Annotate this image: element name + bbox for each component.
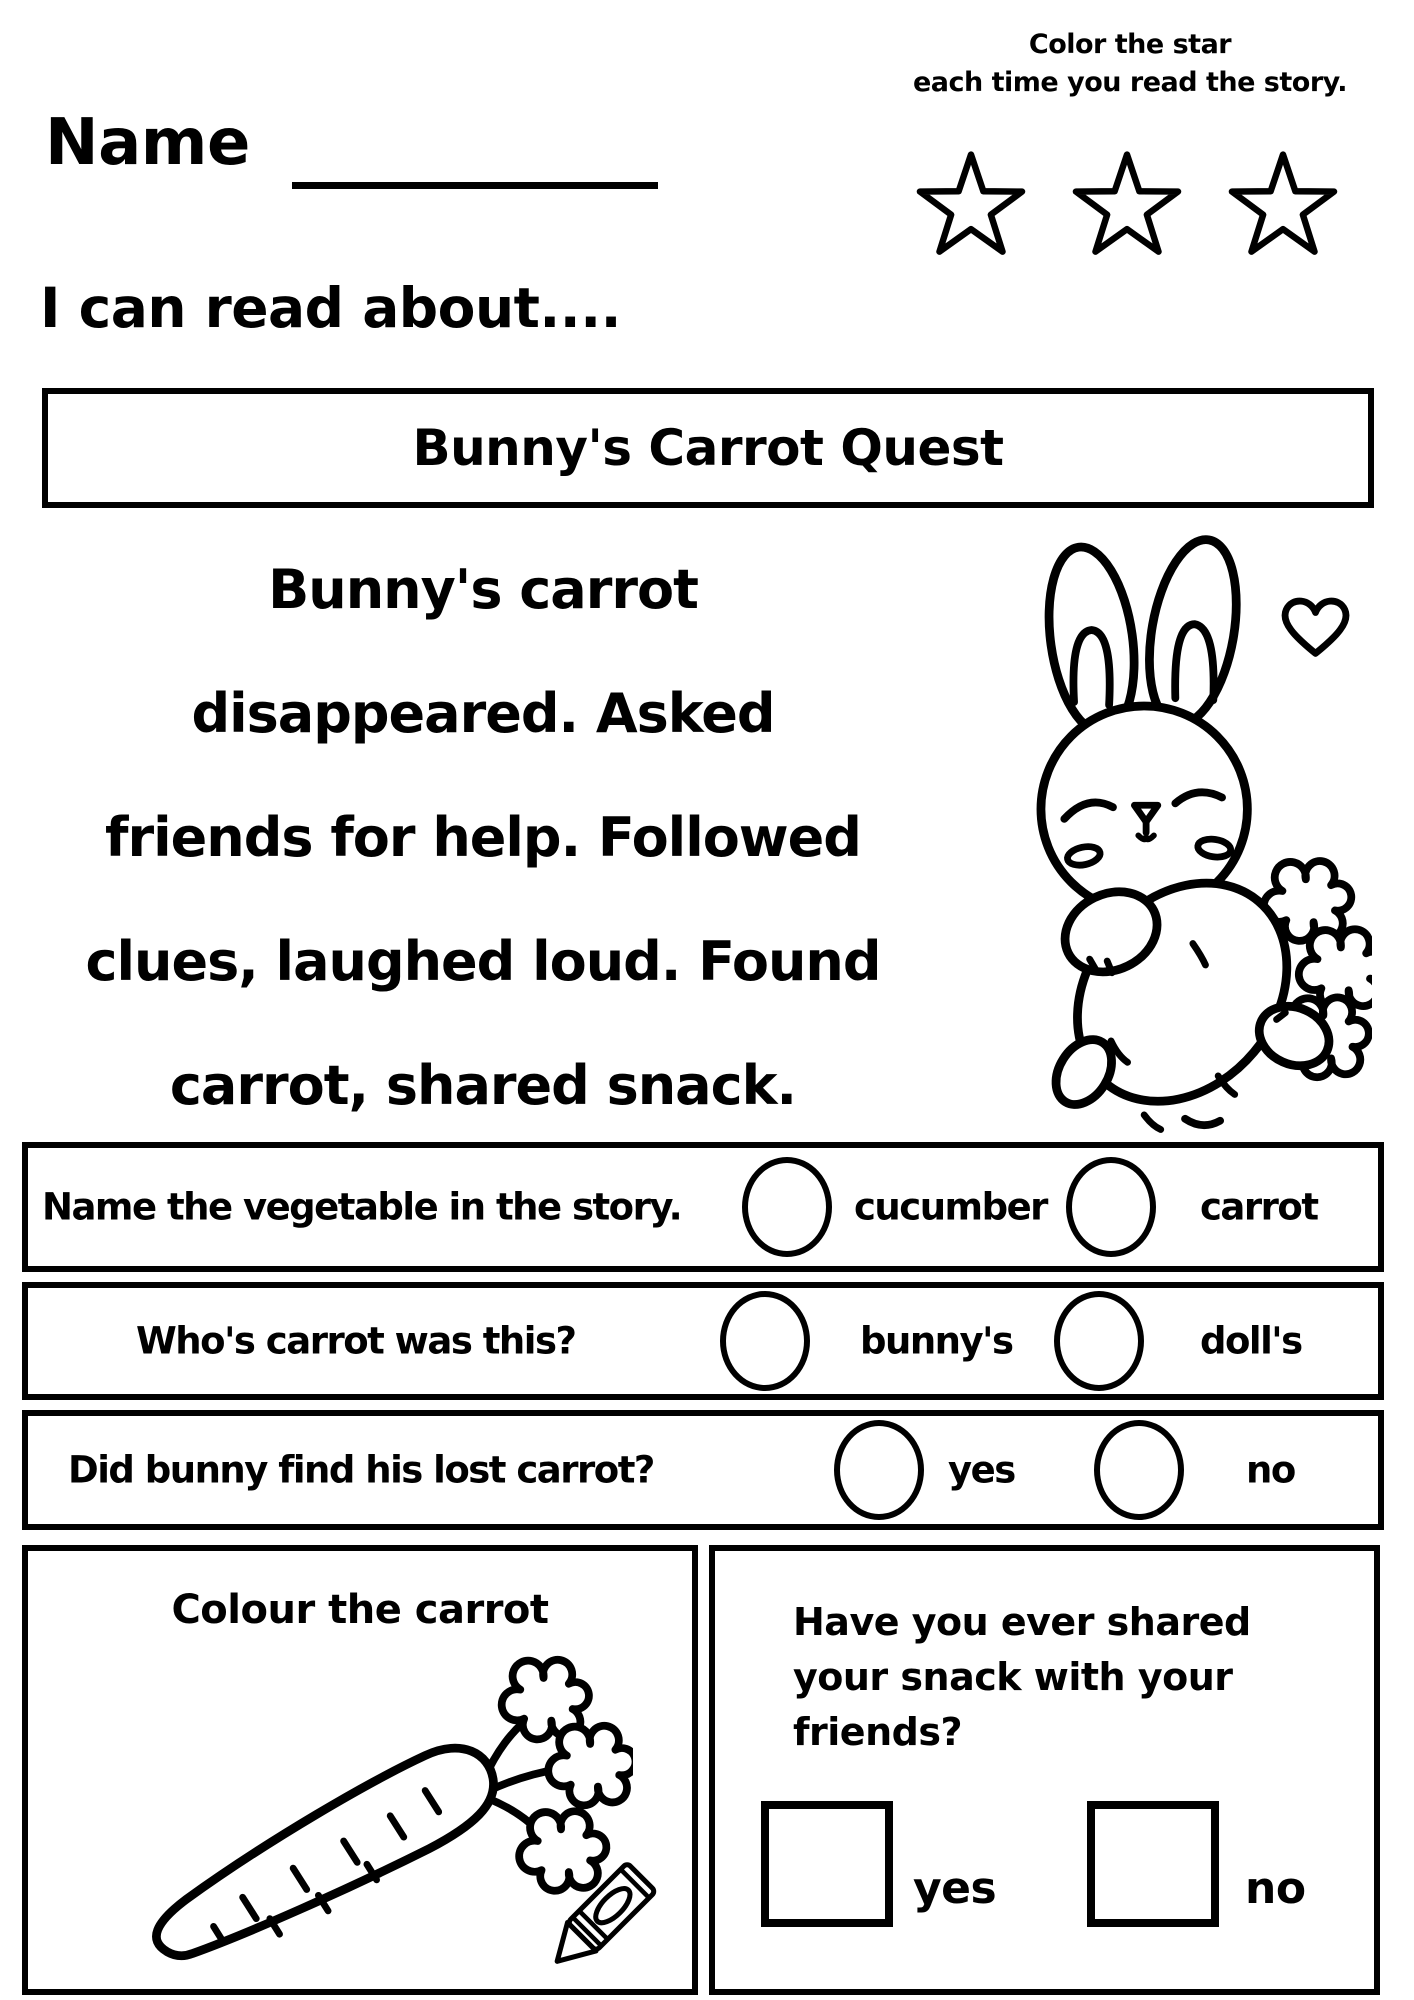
share-question: [793, 1595, 1251, 1760]
share-checkbox-yes[interactable]: [761, 1801, 893, 1927]
bunny-carrot-illustration: [1002, 534, 1372, 1134]
share-option-label: no: [1245, 1863, 1306, 1914]
story-title: Bunny's Carrot Quest: [412, 419, 1004, 477]
story-line: friends for help. Followed: [105, 806, 861, 869]
question-prompt: Name the vegetable in the story.: [42, 1185, 682, 1229]
heart-icon: [1285, 601, 1346, 653]
answer-circle[interactable]: [1094, 1420, 1184, 1520]
story-line: Bunny's carrot: [268, 558, 698, 621]
share-checkbox-no[interactable]: [1087, 1801, 1219, 1927]
answer-circle[interactable]: [742, 1157, 832, 1257]
colour-activity-box: [22, 1545, 698, 1995]
story-line: disappeared. Asked: [191, 682, 775, 745]
question-prompt: Who's carrot was this?: [136, 1319, 576, 1363]
star-icon[interactable]: [1068, 146, 1186, 264]
star-instruction-line1: Color the star: [1028, 29, 1232, 60]
answer-label: yes: [948, 1448, 1015, 1492]
share-question-line: Have you ever shared: [793, 1600, 1251, 1644]
read-tracker-stars: [912, 146, 1342, 264]
story-line: carrot, shared snack.: [169, 1054, 797, 1117]
answer-circle[interactable]: [1066, 1157, 1156, 1257]
name-write-line[interactable]: [292, 118, 658, 189]
story-title-box: [42, 388, 1374, 508]
answer-circle[interactable]: [834, 1420, 924, 1520]
story-line: clues, laughed loud. Found: [85, 930, 881, 993]
question-row: [22, 1410, 1384, 1530]
share-activity-box: [709, 1545, 1380, 1995]
star-instruction-line2: each time you read the story.: [912, 67, 1348, 98]
question-prompt: Did bunny find his lost carrot?: [68, 1448, 654, 1492]
answer-label: carrot: [1200, 1185, 1318, 1229]
read-about-label: I can read about....: [40, 276, 621, 340]
share-question-line: friends?: [793, 1710, 962, 1754]
answer-label: cucumber: [854, 1185, 1047, 1229]
answer-label: bunny's: [860, 1319, 1013, 1363]
share-question-line: your snack with your: [793, 1655, 1233, 1699]
answer-label: no: [1246, 1448, 1295, 1492]
share-option-label: yes: [913, 1863, 997, 1914]
name-label: Name: [45, 106, 250, 180]
answer-circle[interactable]: [720, 1291, 810, 1391]
star-icon[interactable]: [912, 146, 1030, 264]
answer-label: doll's: [1200, 1319, 1302, 1363]
story-text: [8, 528, 958, 1148]
colour-prompt: Colour the carrot: [171, 1587, 549, 1633]
question-row: [22, 1142, 1384, 1272]
answer-circle[interactable]: [1054, 1291, 1144, 1391]
star-icon[interactable]: [1224, 146, 1342, 264]
question-row: [22, 1282, 1384, 1400]
star-instruction: [850, 26, 1410, 102]
crayon-icon: [520, 1829, 685, 2000]
